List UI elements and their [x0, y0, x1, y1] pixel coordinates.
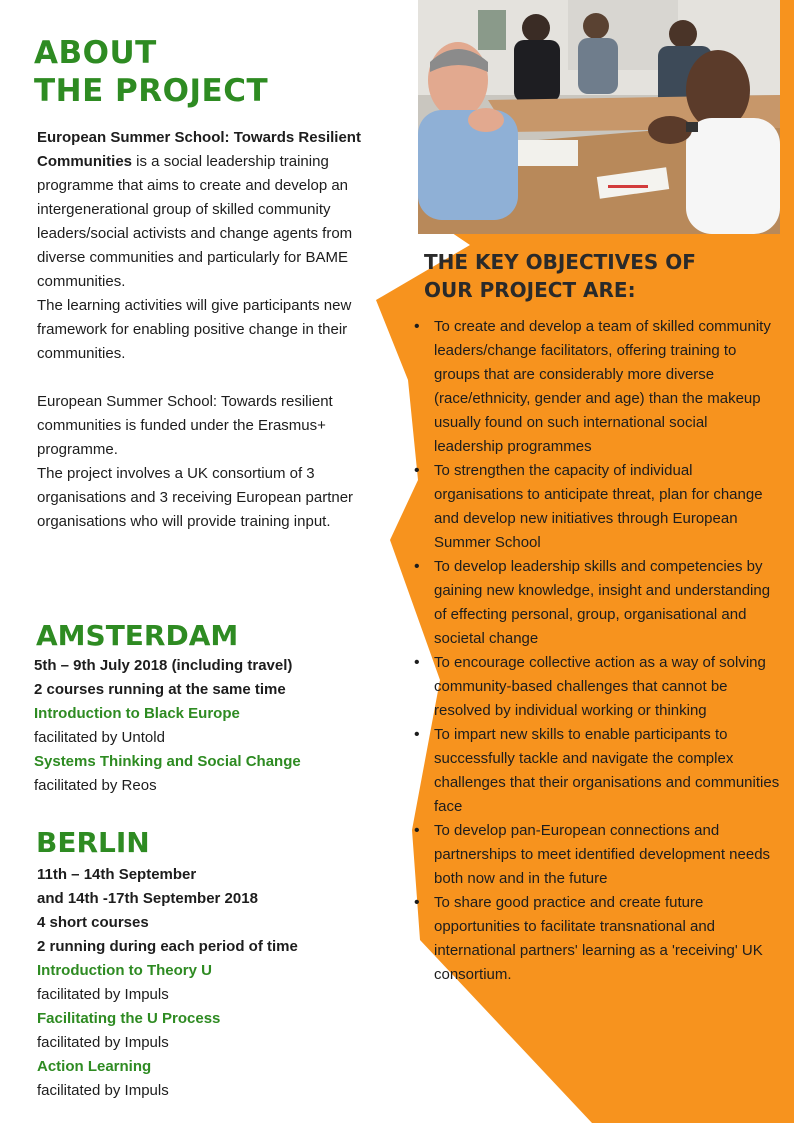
amsterdam-course-2-facilitator: facilitated by Reos: [34, 777, 157, 794]
berlin-course-1-name: Introduction to Theory U: [37, 962, 212, 979]
amsterdam-details: [34, 654, 374, 798]
objectives-heading: [424, 248, 696, 304]
intro-paragraph-2: The learning activities will give participants new framework for enabling positive change in their communities.: [37, 297, 352, 362]
programme-name: European Summer School: Towards Resilient Communities: [37, 129, 361, 170]
berlin-course-2-name: Facilitating the U Process: [37, 1010, 221, 1027]
objective-item: • To share good practice and create future opportunities to facilitate transnational and international partners' learning as a 'receiving' UK consortium.: [412, 891, 780, 987]
berlin-note-1: 4 short courses: [37, 914, 149, 931]
amsterdam-heading: AMSTERDAM: [36, 619, 239, 652]
berlin-course-2-facilitator: facilitated by Impuls: [37, 1034, 169, 1051]
intro-paragraph-4: The project involves a UK consortium of 3 organisations and 3 receiving European partner organisations who will provide training input.: [37, 465, 354, 530]
amsterdam-course-2-name: Systems Thinking and Social Change: [34, 753, 301, 770]
intro-paragraph-1-rest: is a social leadership training programme that aims to create and develop an intergenerational group of skilled community leaders/social activists and change agents from diverse communities and particularly for BAME communities.: [37, 153, 353, 290]
objective-item: • To impart new skills to enable participants to successfully tackle and navigate the complex challenges that their organisations and communities face: [412, 723, 780, 819]
objective-item: • To strengthen the capacity of individual organisations to anticipate threat, plan for change and develop new initiatives through European Summer School: [412, 459, 780, 555]
berlin-details: [37, 863, 377, 1103]
objectives-list: [412, 315, 780, 987]
amsterdam-dates: 5th – 9th July 2018 (including travel): [34, 657, 293, 674]
amsterdam-note: 2 courses running at the same time: [34, 681, 286, 698]
objectives-heading-line-1: THE KEY OBJECTIVES OF: [424, 250, 696, 274]
paragraph-gap: [37, 366, 382, 390]
page-title: [34, 34, 268, 110]
berlin-course-1-facilitator: facilitated by Impuls: [37, 986, 169, 1003]
title-line-2: THE PROJECT: [34, 73, 269, 109]
berlin-dates-1: 11th – 14th September: [37, 866, 197, 883]
objective-item: • To develop leadership skills and competencies by gaining new knowledge, insight and understanding of effecting personal, group, organisational and societal change: [412, 555, 780, 651]
amsterdam-course-1-facilitator: facilitated by Untold: [34, 729, 165, 746]
berlin-course-3-name: Action Learning: [37, 1058, 152, 1075]
objectives-heading-line-2: OUR PROJECT ARE:: [424, 278, 636, 302]
workshop-photo: [418, 0, 780, 234]
berlin-dates-2: and 14th -17th September 2018: [37, 890, 258, 907]
objective-item: • To encourage collective action as a way of solving community-based challenges that cannot be resolved by individual working or thinking: [412, 651, 780, 723]
title-line-1: ABOUT: [34, 35, 157, 71]
objective-item: • To create and develop a team of skilled community leaders/change facilitators, offering training to groups that are considerably more diverse (race/ethnicity, gender and age) than the makeup usually found on such international social leadership programmes: [412, 315, 780, 459]
berlin-course-3-facilitator: facilitated by Impuls: [37, 1082, 169, 1099]
berlin-heading: BERLIN: [36, 826, 150, 859]
berlin-note-2: 2 running during each period of time: [37, 938, 298, 955]
intro-paragraph-3: European Summer School: Towards resilient communities is funded under the Erasmus+ programme.: [37, 393, 333, 458]
intro-text: [37, 126, 382, 534]
amsterdam-course-1-name: Introduction to Black Europe: [34, 705, 240, 722]
objective-item: • To develop pan-European connections and partnerships to meet identified development needs both now and in the future: [412, 819, 780, 891]
intro-paragraph-1: [37, 126, 382, 294]
